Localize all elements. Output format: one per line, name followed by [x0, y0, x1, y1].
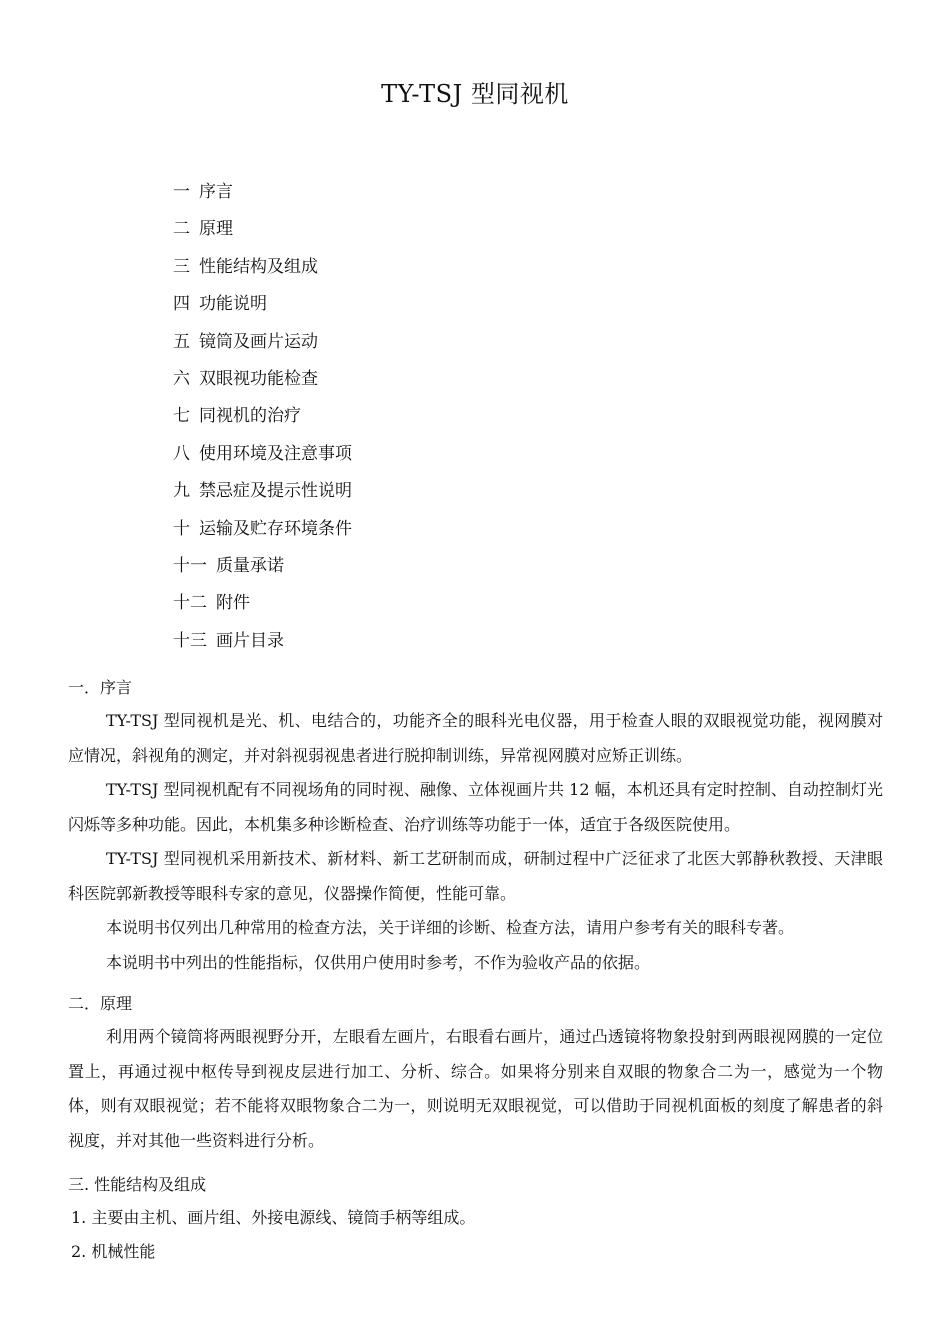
toc-item-number: 五	[173, 331, 190, 352]
toc-item-number: 七	[173, 406, 190, 427]
section-structure	[68, 1169, 883, 1269]
toc-item-label: 功能说明	[199, 294, 267, 315]
paragraph: 利用两个镜筒将两眼视野分开，左眼看左画片，右眼看右画片，通过凸透镜将物象投射到两眼视网膜的一定位置上，再通过视中枢传导到视皮层进行加工、分析、综合。如果将分别来自双眼的物象合二为一，感觉为一个物体，则有双眼视觉；若不能将双眼物象合二为一，则说明无双眼视觉，可以借助于同视机面板的刻度了解患者的斜视度，并对其他一些资料进行分析。	[68, 1027, 883, 1150]
toc-item-number: 十	[173, 518, 190, 539]
section-principle	[68, 988, 883, 1158]
toc-item-number: 三	[173, 256, 190, 277]
toc-item-label: 禁忌症及提示性说明	[199, 481, 352, 502]
toc-item-number: 八	[173, 443, 190, 464]
table-of-contents	[173, 176, 352, 662]
section-preface	[68, 672, 883, 980]
toc-item-label: 序言	[199, 182, 233, 202]
paragraph: TY-TSJ 型同视机配有不同视场角的同时视、融像、立体视画片共 12 幅，本机还具有定时控制、自动控制灯光闪烁等多种功能。因此，本机集多种诊断检查、治疗训练等功能于一体，适宜于各级医院使用。	[68, 780, 883, 834]
toc-item-number: 六	[173, 368, 190, 389]
toc-item-label: 使用环境及注意事项	[199, 443, 352, 464]
toc-item	[173, 326, 352, 363]
toc-item-label: 同视机的治疗	[199, 406, 301, 427]
toc-item	[173, 288, 352, 325]
paragraph: 本说明书仅列出几种常用的检查方法，关于详细的诊断、检查方法，请用户参考有关的眼科专著。	[106, 918, 795, 937]
list-item: 2. 机械性能	[71, 1242, 156, 1261]
toc-item-number: 十二	[173, 593, 207, 614]
toc-item-label: 附件	[216, 593, 250, 614]
toc-item-label: 双眼视功能检查	[199, 368, 318, 389]
toc-item	[173, 550, 352, 587]
toc-item	[173, 513, 352, 550]
toc-item-label: 镜筒及画片运动	[199, 331, 318, 352]
toc-item-number: 二	[173, 219, 190, 240]
toc-item	[173, 587, 352, 624]
toc-item-number: 四	[173, 294, 190, 315]
toc-item	[173, 475, 352, 512]
toc-item-number: 九	[173, 481, 190, 502]
toc-item	[173, 400, 352, 437]
toc-item	[173, 176, 352, 213]
toc-item-label: 质量承诺	[216, 555, 284, 576]
toc-item-label: 原理	[199, 219, 233, 240]
paragraph: TY-TSJ 型同视机是光、机、电结合的，功能齐全的眼科光电仪器，用于检查人眼的双眼视觉功能，视网膜对应情况，斜视角的测定，并对斜视弱视患者进行脱抑制训练，异常视网膜对应矫正训练。	[68, 711, 883, 765]
section-heading: 一．序言	[68, 678, 133, 697]
section-heading: 三. 性能结构及组成	[68, 1175, 207, 1194]
toc-item	[173, 438, 352, 475]
document-title: TY-TSJ 型同视机	[381, 80, 569, 108]
paragraph: 本说明书中列出的性能指标，仅供用户使用时参考，不作为验收产品的依据。	[106, 952, 651, 972]
section-heading: 二．原理	[68, 994, 133, 1013]
toc-item	[173, 251, 352, 288]
toc-item-label: 性能结构及组成	[199, 256, 318, 277]
toc-item-number: 十一	[173, 555, 207, 576]
toc-item	[173, 213, 352, 250]
paragraph: TY-TSJ 型同视机采用新技术、新材料、新工艺研制而成，研制过程中广泛征求了北医大郭静秋教授、天津眼科医院郭新教授等眼科专家的意见，仪器操作简便，性能可靠。	[68, 849, 883, 903]
toc-item	[173, 625, 352, 662]
toc-item-label: 画片目录	[216, 630, 284, 651]
toc-item-label: 运输及贮存环境条件	[199, 518, 352, 539]
toc-item-number: 十三	[173, 630, 207, 651]
toc-item	[173, 363, 352, 400]
toc-item-number: 一	[173, 182, 190, 202]
list-item: 1. 主要由主机、画片组、外接电源线、镜筒手柄等组成。	[71, 1208, 476, 1227]
